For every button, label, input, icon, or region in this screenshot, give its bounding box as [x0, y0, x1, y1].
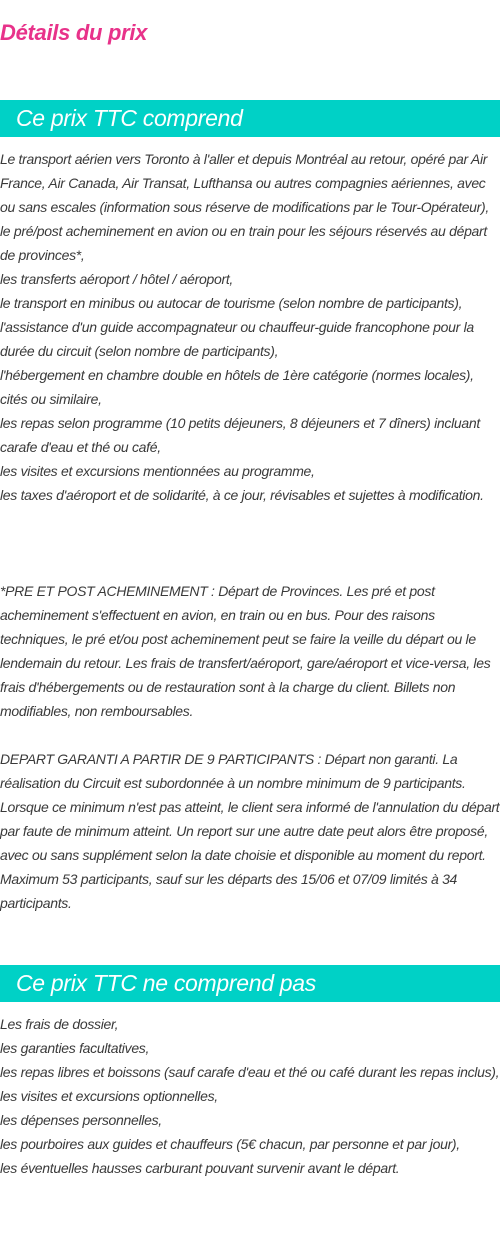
- excluded-item: les visites et excursions optionnelles,: [0, 1088, 218, 1104]
- excluded-item: Les frais de dossier,: [0, 1016, 119, 1032]
- included-item: l'hébergement en chambre double en hôtels de 1ère catégorie (normes locales), cités ou similaire,: [0, 367, 474, 407]
- excluded-item: les dépenses personnelles,: [0, 1112, 162, 1128]
- excluded-item: les pourboires aux guides et chauffeurs (5€ chacun, par personne et par jour),: [0, 1136, 460, 1152]
- included-section-heading: Ce prix TTC comprend: [0, 100, 500, 137]
- depart-garanti-note-text: DEPART GARANTI A PARTIR DE 9 PARTICIPANTS : Départ non garanti. La réalisation du Circuit est subordonnée à un nombre minimum de 9 participants. Lorsque ce minimum n'est pas atteint, le client sera informé de l'annulation du départ par faute de minimum atteint. Un report sur une autre date peut alors être proposé, avec ou sans supplément selon la date choisie et disponible au moment du report. Maximum 53 participants, sauf sur les départs des 15/06 et 07/09 limités à 34 participants.: [0, 751, 500, 911]
- included-item: les repas selon programme (10 petits déjeuners, 8 déjeuners et 7 dîners) incluant carafe d'eau et thé ou café,: [0, 415, 480, 455]
- page-title: Détails du prix: [0, 20, 148, 45]
- included-item: les visites et excursions mentionnées au programme,: [0, 463, 315, 479]
- included-item: le transport en minibus ou autocar de tourisme (selon nombre de participants),: [0, 295, 463, 311]
- excluded-item: les éventuelles hausses carburant pouvant survenir avant le départ.: [0, 1160, 400, 1176]
- excluded-item: les garanties facultatives,: [0, 1040, 150, 1056]
- included-item: les transferts aéroport / hôtel / aéroport,: [0, 271, 234, 287]
- preacheminement-note: [0, 579, 500, 723]
- included-item: Le transport aérien vers Toronto à l'aller et depuis Montréal au retour, opéré par Air France, Air Canada, Air Transat, Lufthansa ou autres compagnies aériennes, avec ou sans escales (information sous réserve de modifications par le Tour-Opérateur),: [0, 151, 489, 215]
- preacheminement-note-text: *PRE ET POST ACHEMINEMENT : Départ de Provinces. Les pré et post acheminement s'effectuent en avion, en train ou en bus. Pour des raisons techniques, le pré et/ou post acheminement peut se faire la veille du départ ou le lendemain du retour. Les frais de transfert/aéroport, gare/aéroport et vice-versa, les frais d'hébergements ou de restauration sont à la charge du client. Billets non modifiables, non remboursables.: [0, 583, 491, 719]
- included-list: [0, 147, 500, 507]
- excluded-section-heading: Ce prix TTC ne comprend pas: [0, 965, 500, 1002]
- excluded-list: [0, 1012, 500, 1180]
- included-item: les taxes d'aéroport et de solidarité, à ce jour, révisables et sujettes à modification.: [0, 487, 484, 503]
- included-item: l'assistance d'un guide accompagnateur ou chauffeur-guide francophone pour la durée du circuit (selon nombre de participants),: [0, 319, 474, 359]
- depart-garanti-note: [0, 747, 500, 915]
- excluded-item: les repas libres et boissons (sauf carafe d'eau et thé ou café durant les repas inclus),: [0, 1064, 500, 1080]
- included-item: le pré/post acheminement en avion ou en train pour les séjours réservés au départ de provinces*,: [0, 223, 487, 263]
